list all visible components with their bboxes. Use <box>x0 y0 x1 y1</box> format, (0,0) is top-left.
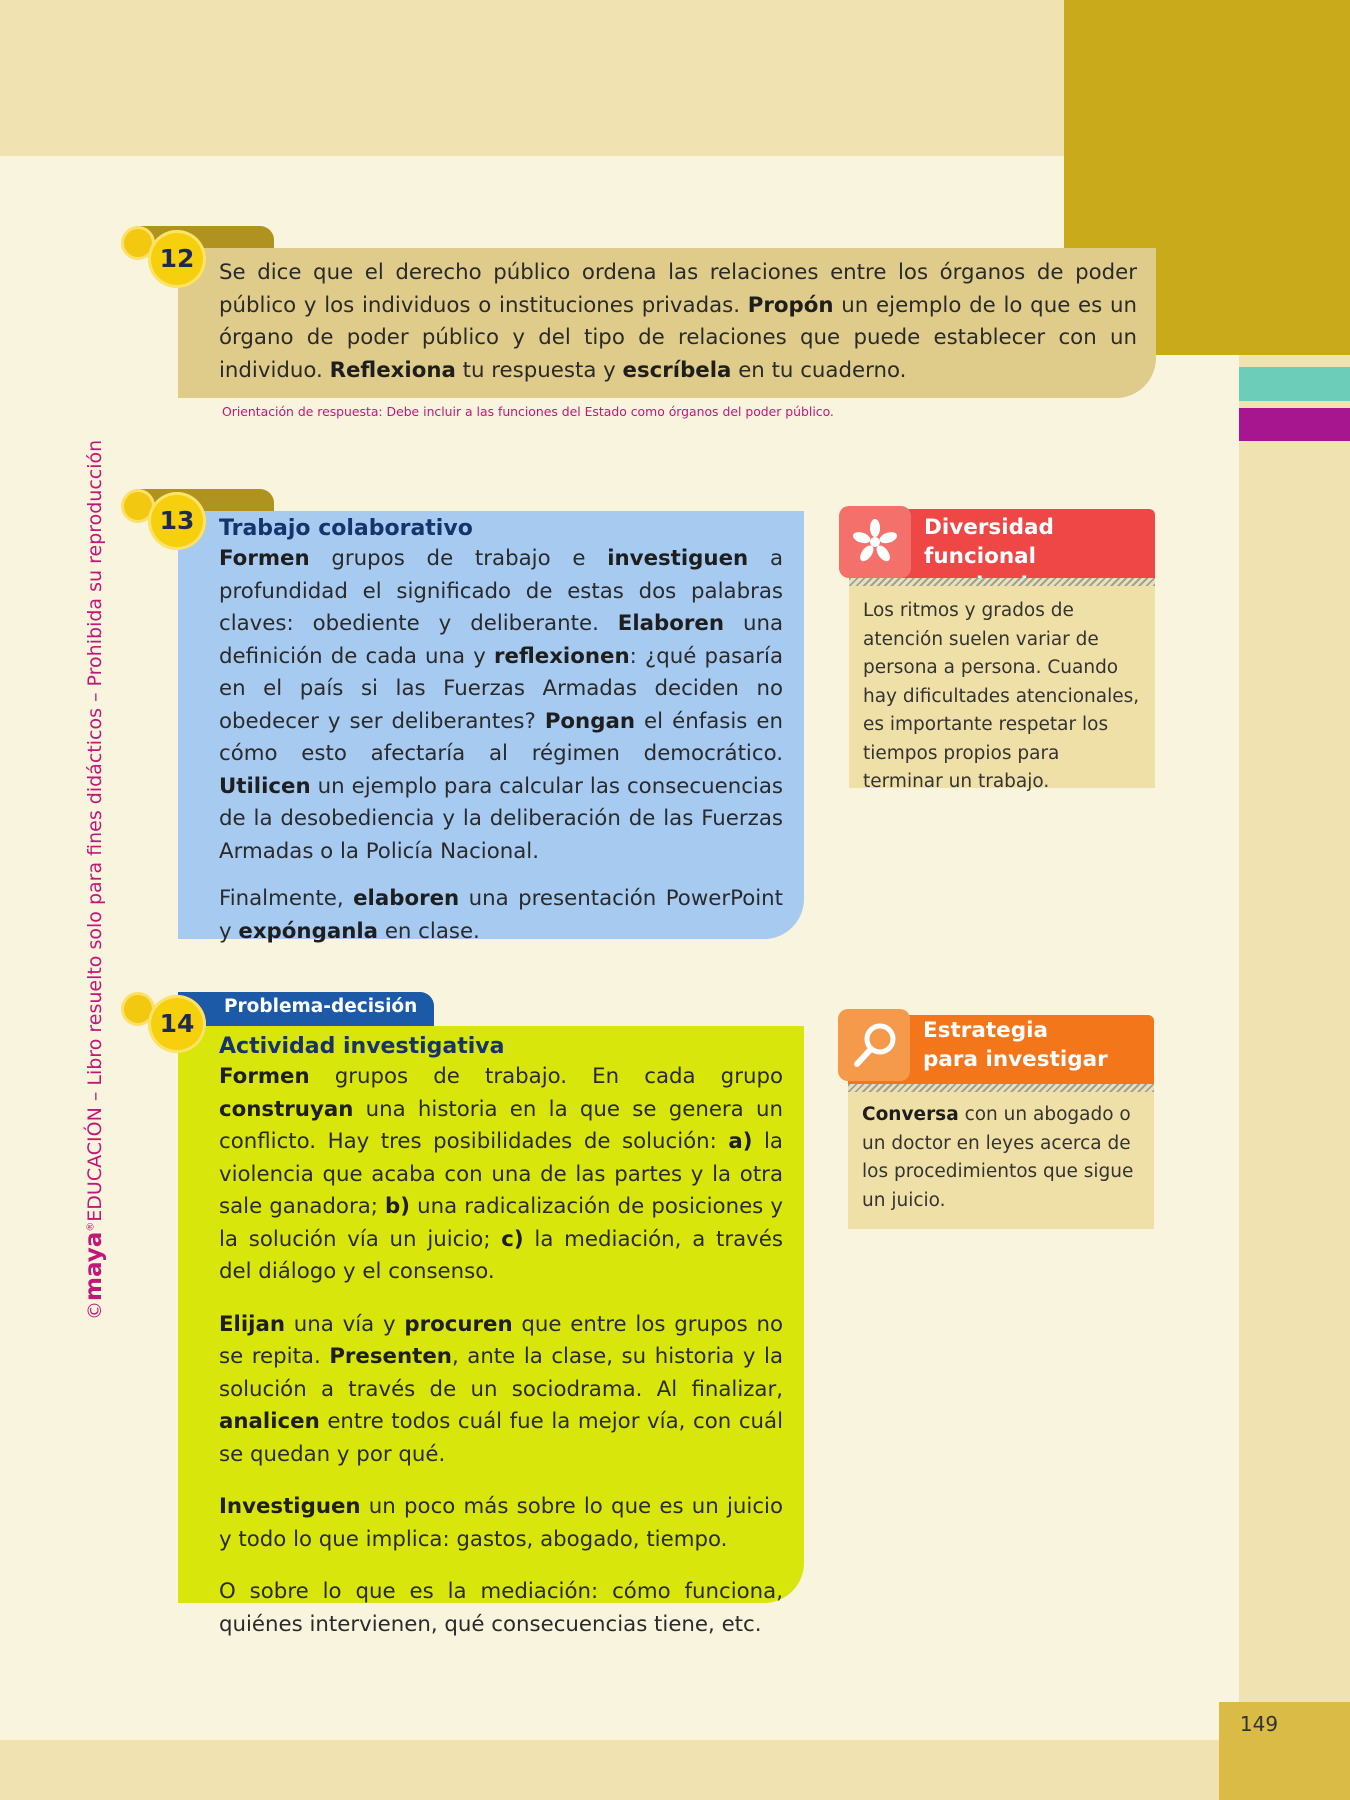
right-band <box>1239 156 1350 1800</box>
activity-13-paragraph-1: Formen grupos de trabajo e investiguen a profundidad el significado de estas dos palabras claves: obediente y deliberante. Elaboren una definición de cada una y reflexionen: ¿qué pasaría en el país si las Fuerzas Armadas deciden no obedecer y ser deliberantes? Pongan el énfasis en cómo esto afectaría al régimen democrático. Utilicen un ejemplo para calcular las consecuencias de la desobediencia y la deliberación de las Fuerzas Armadas o la Policía Nacional. <box>219 546 784 864</box>
diversity-note-divider <box>849 578 1155 586</box>
asterisk-icon <box>839 506 911 578</box>
page-number: 149 <box>1239 1712 1279 1736</box>
diversity-note-body <box>849 586 1155 792</box>
teal-tab-decoration <box>1239 367 1350 401</box>
bottom-band <box>0 1740 1350 1800</box>
activity-12-text: Se dice que el derecho público ordena las relaciones entre los órganos de poder público y los individuos o instituciones privadas. Propón un ejemplo de lo que es un órgano de poder público y del tipo de relaciones que puede establecer con un individuo. Reflexiona tu respuesta y escríbela en tu cuaderno. <box>219 260 1137 383</box>
activity-13-paragraph-2: Finalmente, elaboren una presentación PowerPoint y expónganla en clase. <box>219 886 783 944</box>
magenta-tab-decoration <box>1239 408 1350 441</box>
answer-orientation: Orientación de respuesta: Debe incluir a las funciones del Estado como órganos del poder público. <box>222 404 834 419</box>
activity-14-paragraph-1: Formen grupos de trabajo. En cada grupo construyan una historia en la que se genera un conflicto. Hay tres posibilidades de solución: a) la violencia que acaba con una de las partes y la otra sale ganadora; b) una radicalización de posiciones y la solución vía un juicio; c) la mediación, a través del diálogo y el consenso. <box>219 1064 783 1284</box>
activity-13-content <box>219 516 783 948</box>
activity-14-title: Actividad investigativa <box>219 1034 505 1059</box>
strategy-note-title: Estrategia para investigar <box>923 1018 1108 1072</box>
activity-13-number: 13 <box>148 492 206 550</box>
activity-14-paragraph-4: O sobre lo que es la mediación: cómo funciona, quiénes intervienen, qué consecuencias tiene, etc. <box>219 1579 783 1637</box>
strategy-note-body <box>848 1092 1154 1229</box>
side-copyright <box>64 439 124 1320</box>
magnifier-icon <box>838 1009 910 1081</box>
activity-12-number: 12 <box>148 230 206 288</box>
strategy-note-divider <box>848 1084 1154 1092</box>
activity-14-paragraph-2: Elijan una vía y procuren que entre los grupos no se repita. Presenten, ante la clase, su historia y la solución a través de un sociodrama. Al finalizar, analicen entre todos cuál fue la mejor vía, con cuál se quedan y por qué. <box>219 1311 783 1467</box>
diversity-note-text: Los ritmos y grados de atención suelen variar de persona a persona. Cuando hay dificultades atencionales, es importante respetar los tiempos propios para terminar un trabajo. <box>863 600 1140 792</box>
activity-13-title: Trabajo colaborativo <box>219 516 473 541</box>
strategy-note-text: Conversa con un abogado o un doctor en leyes acerca de los procedimientos que sigue un juicio. <box>862 1104 1134 1211</box>
diversity-note-title: Diversidad funcional <box>924 515 1054 569</box>
brand-logo: maya <box>81 1231 107 1301</box>
activity-14-paragraph-3: Investiguen un poco más sobre lo que es un juicio y todo lo que implica: gastos, abogado, tiempo. <box>219 1494 783 1552</box>
activity-14-tab-label: Problema-decisión <box>224 996 418 1017</box>
side-copyright-text: ©maya®EDUCACIÓN – Libro resuelto solo para fines didácticos – Prohibida su reproducción <box>81 439 107 1320</box>
activity-14-number: 14 <box>148 995 206 1053</box>
activity-14-content <box>219 1034 783 1661</box>
